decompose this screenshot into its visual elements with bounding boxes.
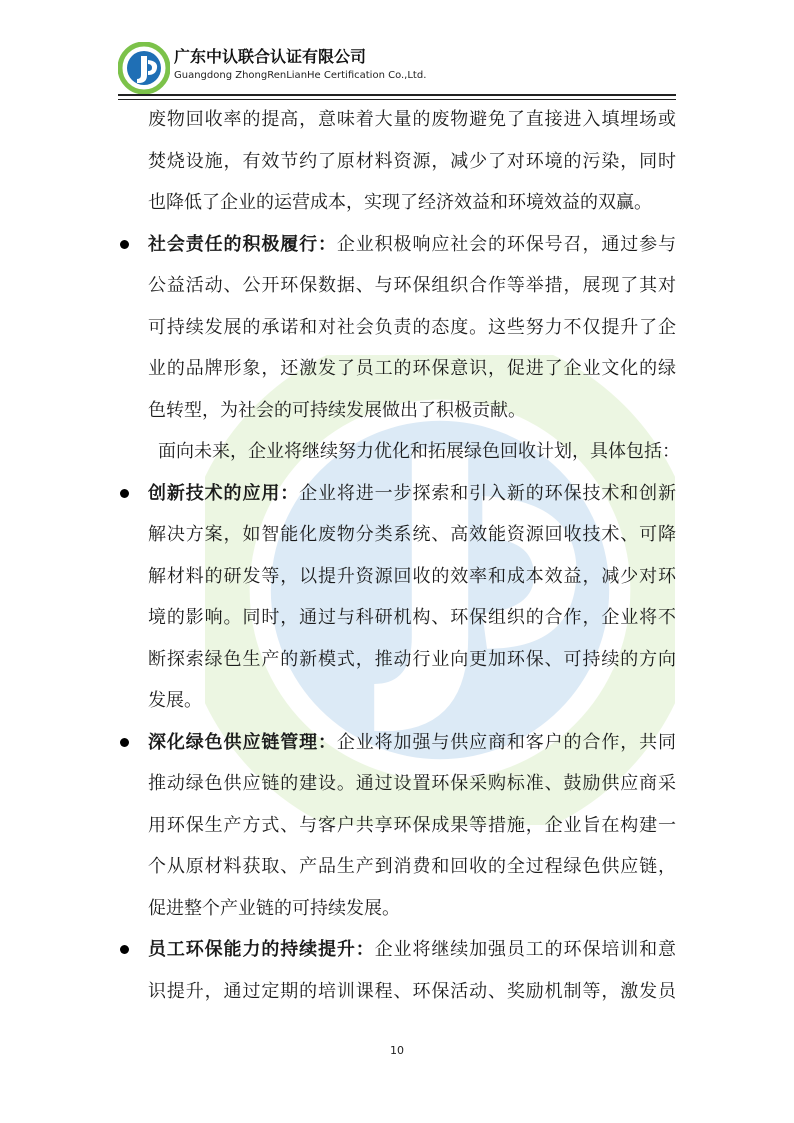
- paragraph-intro: 面向未来，企业将继续努力优化和拓展绿色回收计划，具体包括：: [158, 441, 680, 462]
- paragraph-line: 促进整个产业链的可持续发展。: [148, 897, 400, 919]
- bullet-title: 深化绿色供应链管理：: [148, 731, 337, 753]
- bullet-title: 创新技术的应用：: [148, 482, 300, 504]
- bullet-dot-icon: [120, 489, 129, 498]
- paragraph-line: 废物回收率的提高，意味着大量的废物避免了直接进入填埋场或: [148, 109, 676, 130]
- paragraph-line: 用环保生产方式、与客户共享环保成果等措施，企业旨在构建一: [148, 814, 676, 836]
- paragraph-line: 个从原材料获取、产品生产到消费和回收的全过程绿色供应链，: [148, 856, 676, 877]
- bullet-item-employee-training: [124, 929, 676, 971]
- paragraph-line: 业的品牌形象，还激发了员工的环保意识，促进了企业文化的绿: [148, 358, 676, 379]
- paragraph-line: 发展。: [148, 690, 202, 711]
- bullet-title: 社会责任的积极履行：: [148, 233, 337, 255]
- paragraph-line: 解决方案，如智能化废物分类系统、高效能资源回收技术、可降: [148, 524, 676, 545]
- header-rule-thick: [118, 94, 676, 96]
- bullet-text: 企业将进一步探索和引入新的环保技术和创新: [299, 482, 677, 504]
- bullet-item-innovation: [124, 473, 676, 515]
- company-name-en: Guangdong ZhongRenLianHe Certification Co.,Ltd.: [174, 70, 427, 81]
- bullet-text: 企业将继续加强员工的环保培训和意: [374, 939, 677, 960]
- bullet-dot-icon: [120, 738, 129, 747]
- paragraph-line: 推动绿色供应链的建设。通过设置环保采购标准、鼓励供应商采: [148, 773, 676, 794]
- paragraph-line: 色转型，为社会的可持续发展做出了积极贡献。: [148, 399, 526, 421]
- bullet-dot-icon: [120, 240, 129, 249]
- company-name-cn: 广东中认联合认证有限公司: [174, 47, 367, 66]
- paragraph-line: 断探索绿色生产的新模式，推动行业向更加环保、可持续的方向: [148, 648, 676, 670]
- paragraph-line: 识提升，通过定期的培训课程、环保活动、奖励机制等，激发员: [148, 980, 676, 1002]
- paragraph-line: 公益活动、公开环保数据、与环保组织合作等举措，展现了其对: [148, 275, 676, 296]
- paragraph-line: 也降低了企业的运营成本，实现了经济效益和环境效益的双赢。: [148, 192, 652, 213]
- document-body: [124, 99, 680, 1012]
- bullet-text: 企业将加强与供应商和客户的合作，共同: [336, 731, 676, 753]
- paragraph-line: 焚烧设施，有效节约了原材料资源，减少了对环境的污染，同时: [148, 150, 676, 172]
- paragraph-line: 境的影响。同时，通过与科研机构、环保组织的合作，企业将不: [148, 607, 676, 628]
- paragraph-line: 解材料的研发等，以提升资源回收的效率和成本效益，减少对环: [148, 565, 676, 587]
- bullet-item-supply-chain: [124, 722, 676, 764]
- page-number: 10: [390, 1044, 404, 1057]
- bullet-item-social-responsibility: [124, 224, 676, 266]
- paragraph-line: 可持续发展的承诺和对社会负责的态度。这些努力不仅提升了企: [148, 316, 676, 338]
- bullet-title: 员工环保能力的持续提升：: [148, 939, 375, 960]
- company-logo: [118, 42, 170, 94]
- bullet-dot-icon: [120, 945, 129, 954]
- page-header: [118, 38, 678, 98]
- bullet-text: 企业积极响应社会的环保号召，通过参与: [336, 233, 676, 255]
